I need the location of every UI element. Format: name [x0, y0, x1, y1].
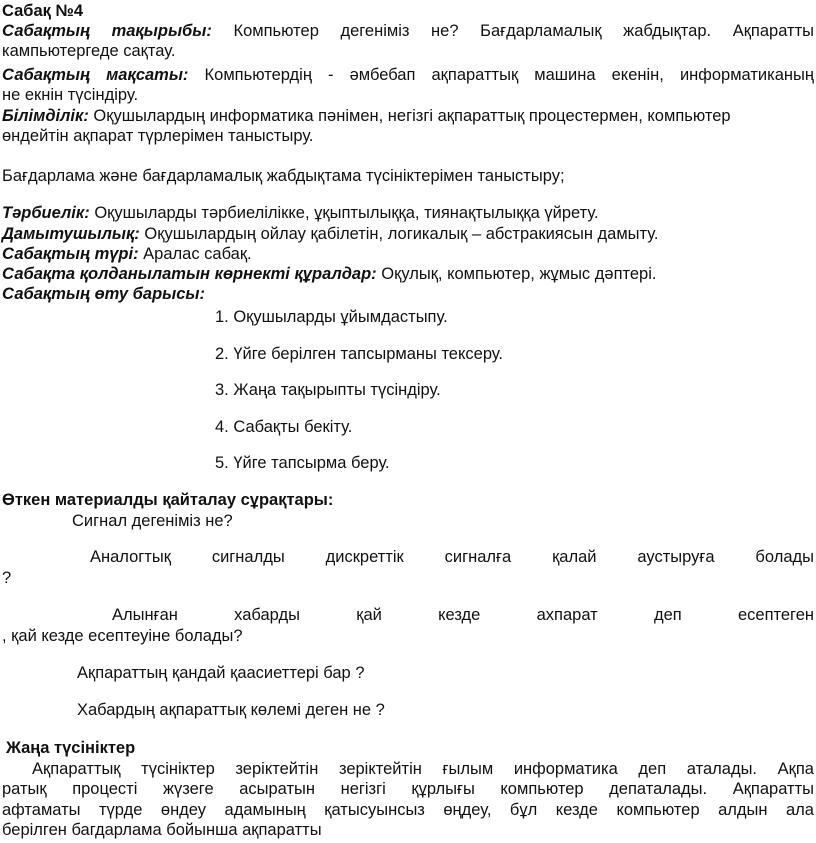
question-5: Хабардың ақпараттық көлемі деген не ? [77, 701, 385, 719]
step-5: 5. Үйге тапсырма беру. [215, 454, 390, 472]
topic-text: Компьютер дегеніміз не? Бағдарламалық жабдықтар. Ақпаратты [233, 22, 815, 40]
developing-line [2, 225, 658, 245]
new-concepts-line: Ақпараттық түсініктер зеріктейтін зеріктейтін ғылым информатика деп аталады. Ақпа [32, 760, 814, 778]
topic-line [2, 22, 814, 42]
step-2: 2. Үйге берілген тапсырманы тексеру. [215, 345, 503, 363]
goal-text-cont: не екнін түсіндіру. [2, 86, 139, 104]
intro-paragraph: Бағдарлама және бағдарламалық жабдықтама түсініктерімен таныстыру; [2, 167, 565, 185]
educational-line [2, 107, 731, 127]
new-concepts-heading: Жаңа түсініктер [6, 739, 136, 757]
review-heading: Өткен материалды қайталау сұрақтары: [2, 491, 334, 509]
step-3: 3. Жаңа тақырыпты түсіндіру. [215, 381, 441, 399]
visual-aids-label: Сабақта қолданылатын көрнекті құралдар: [2, 265, 377, 283]
educational-text: Оқушылардың информатика пәнімен, негізгі ақпараттық процестермен, компьютер [93, 107, 731, 125]
lesson-title: Сабақ №4 [2, 2, 84, 20]
topic-text-cont: кампьютергеде сақтау. [2, 42, 176, 60]
upbringing-line [2, 204, 599, 224]
question-3: Алынған хабарды қай кезде ахпарат деп есептеген [112, 606, 814, 624]
lesson-type-text: Аралас сабақ. [143, 245, 252, 263]
lesson-type-line [2, 245, 252, 265]
upbringing-text: Оқушыларды тәрбиелілікке, ұқыптылыққа, тиянақтылыққа үйрету. [94, 204, 599, 222]
educational-label: Білімділік: [2, 107, 89, 125]
new-concepts-line: афтаматы түрде өндеу адамының қатысуынсыз өңдеу, бұл кезде компьютер алдын ала [2, 801, 814, 819]
step-4: 4. Сабақты бекіту. [215, 418, 353, 436]
new-concepts-line: берілген багдарлама бойынша ақпаратты [2, 821, 322, 839]
developing-label: Дамытушылық: [2, 225, 140, 243]
lesson-type-label: Сабақтың түрі: [2, 245, 139, 263]
goal-text: Компьютердің - әмбебап ақпараттық машина екенін, информатиканың [204, 66, 814, 84]
upbringing-label: Тәрбиелік: [2, 204, 90, 222]
question-4: Ақпараттың қандай қаасиеттері бар ? [77, 664, 365, 682]
question-2: Аналогтық сигналды дискреттік сигналға қалай аустыруға болады [90, 548, 814, 566]
visual-aids-text: Оқулық, компьютер, жұмыс дәптері. [381, 265, 657, 283]
goal-line [2, 66, 814, 86]
step-1: 1. Оқушыларды ұйымдастыпу. [215, 308, 448, 326]
visual-aids-line [2, 265, 656, 285]
lesson-flow-label: Сабақтың өту барысы: [2, 285, 205, 303]
question-3-cont: , қай кезде есептеуіне болады? [2, 627, 243, 645]
developing-text: Оқушылардың ойлау қабілетін, логикалық – абстракиясын дамыту. [144, 225, 659, 243]
question-1: Сигнал дегеніміз не? [72, 512, 233, 530]
topic-label: Сабақтың тақырыбы: [2, 22, 212, 40]
educational-text-cont: өндейтін ақпарат түрлерімен таныстыру. [2, 127, 314, 145]
new-concepts-line: ратық процесті жүзеге асыратын негізгі құрлығы компьютер депаталады. Ақпаратты [2, 780, 814, 798]
question-2-cont: ? [2, 569, 12, 587]
goal-label: Сабақтың мақсаты: [2, 66, 189, 84]
